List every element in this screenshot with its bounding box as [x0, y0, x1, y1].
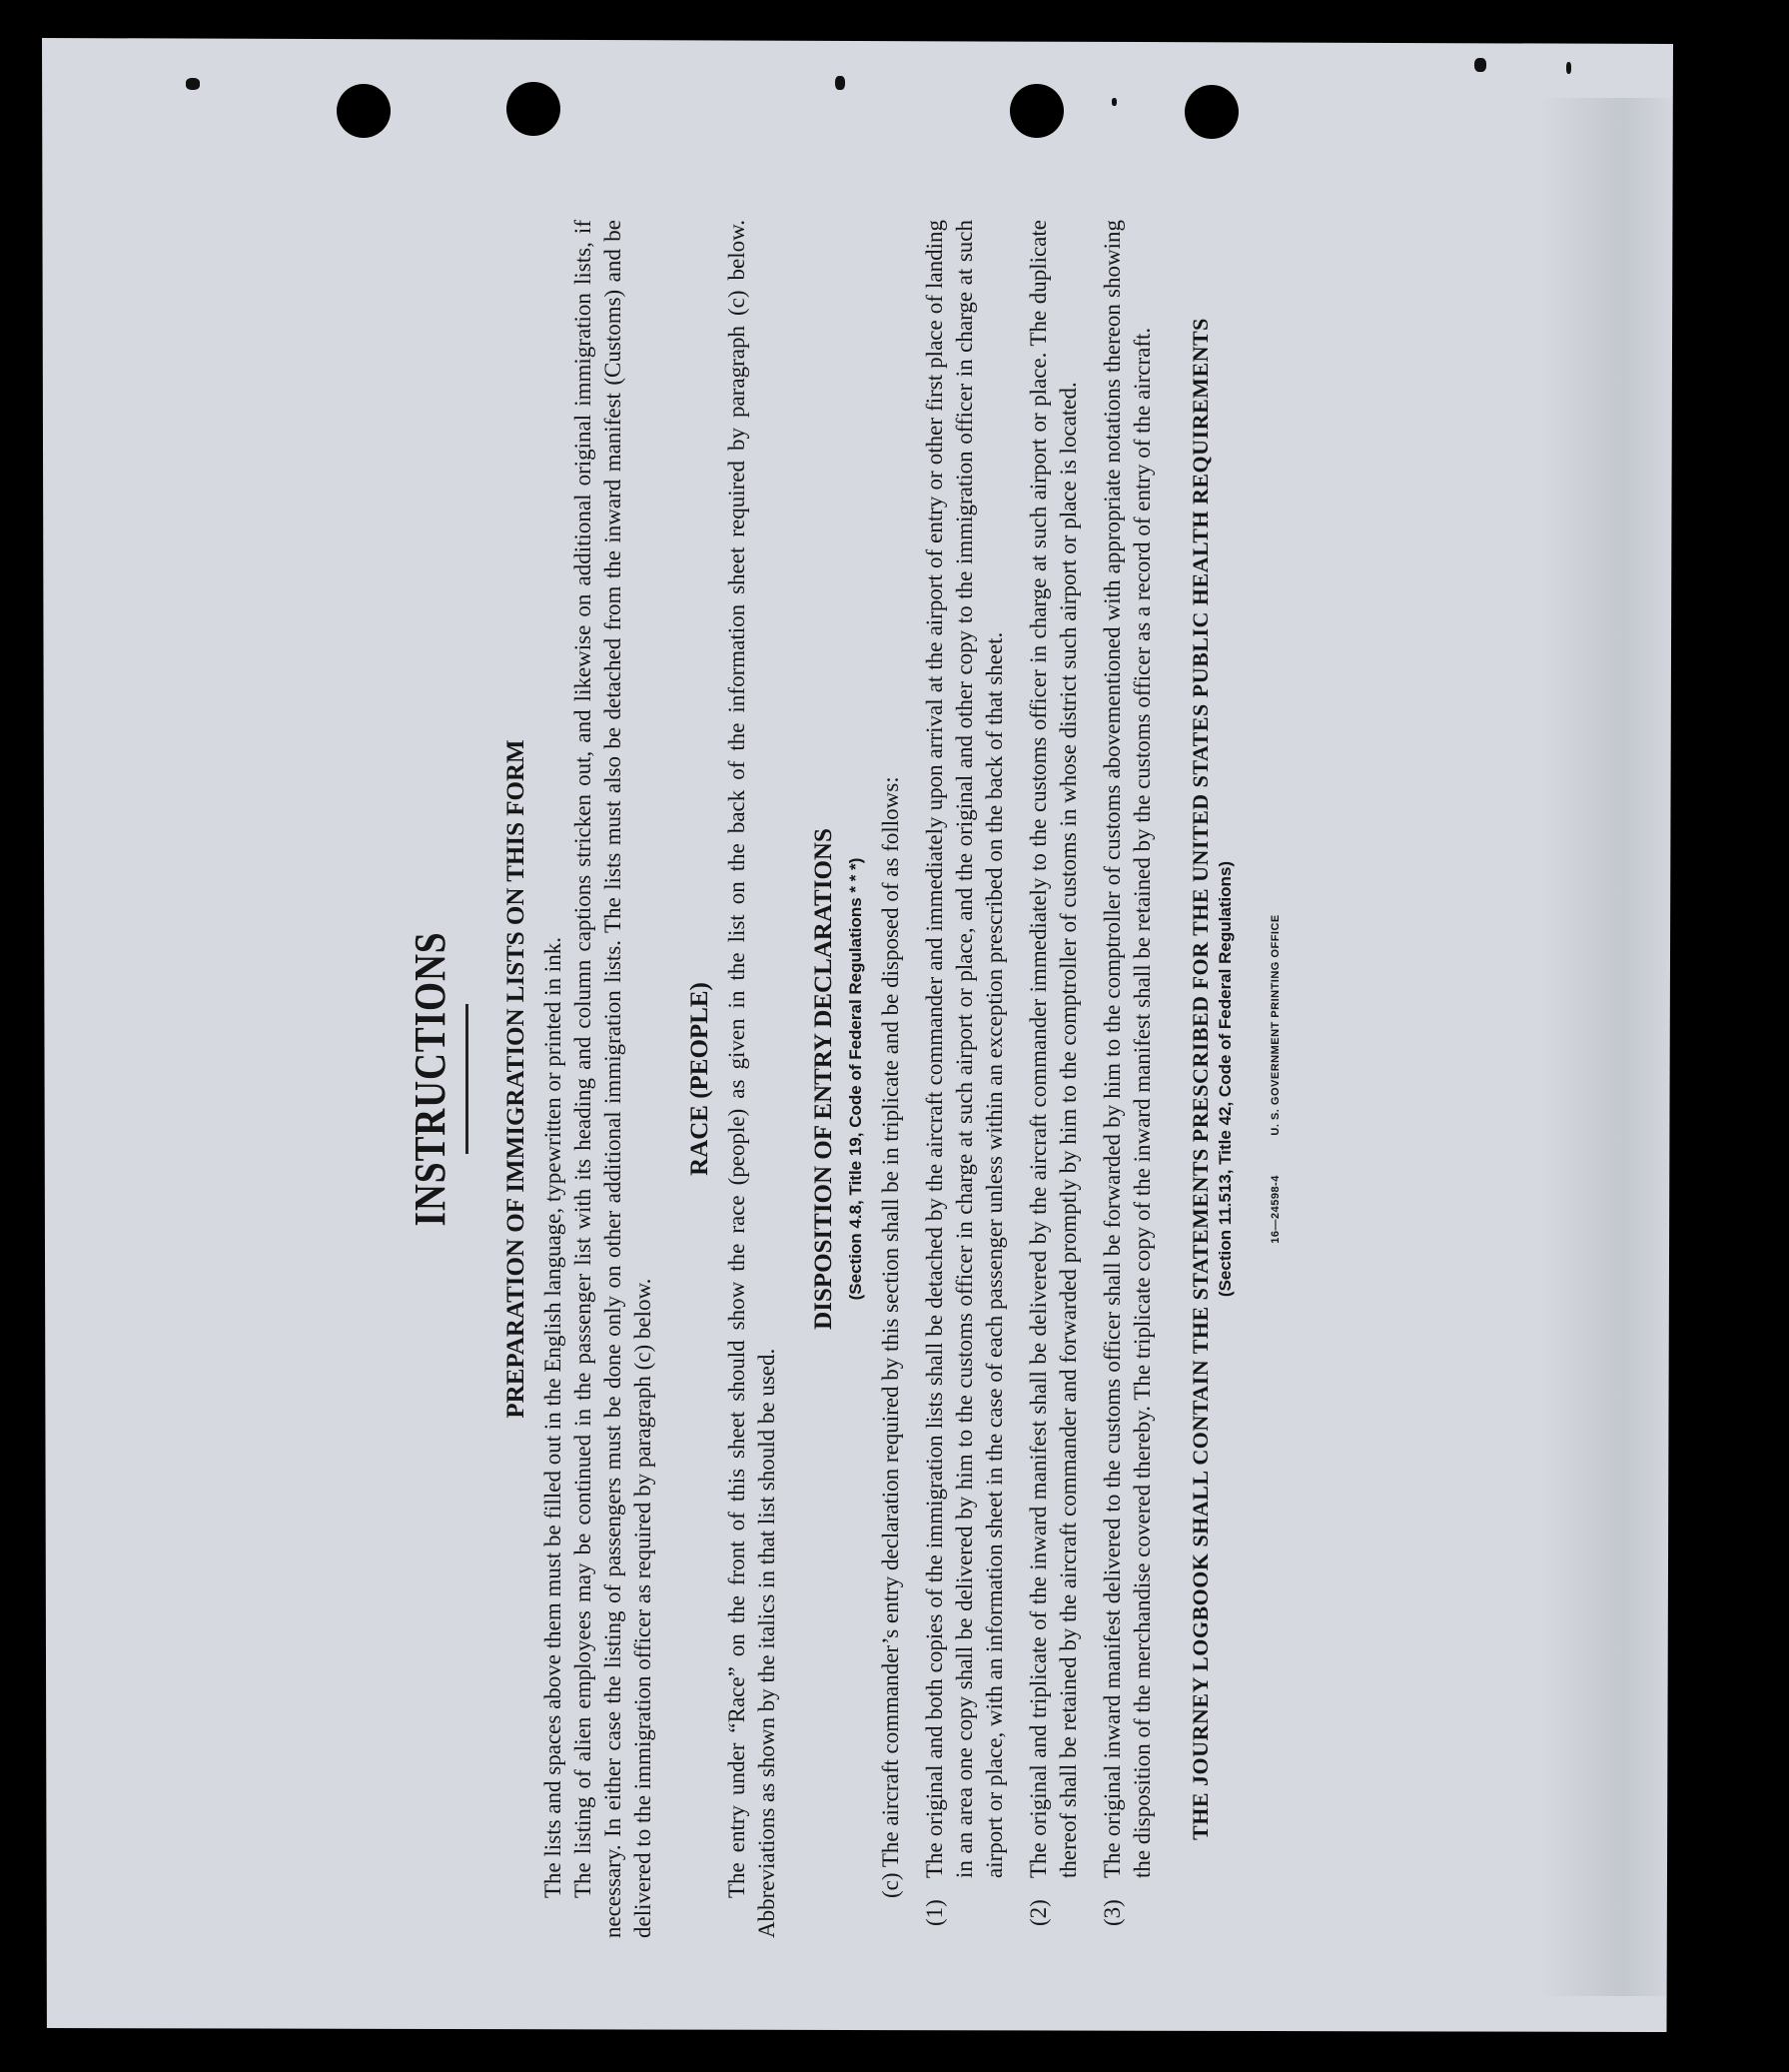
- printer-footer: [1270, 220, 1282, 1938]
- ink-speck: [1112, 98, 1117, 106]
- disposition-heading: DISPOSITION OF ENTRY DECLARATIONS: [810, 828, 837, 1330]
- printer-imprint: U. S. GOVERNMENT PRINTING OFFICE: [1270, 914, 1282, 1136]
- race-heading: RACE (PEOPLE): [686, 982, 713, 1176]
- logbook-statement: THE JOURNEY LOGBOOK SHALL CONTAIN THE STATEMENTS PRESCRIBED FOR THE UNITED STATES PUBLIC HEALTH REQUIREMENTS: [1188, 318, 1213, 1840]
- ink-speck: [1566, 62, 1571, 74]
- form-number: 16—24598-4: [1270, 1175, 1282, 1244]
- item-number: (2): [1026, 1899, 1051, 1926]
- title-rule: [465, 1004, 468, 1154]
- ink-speck: [186, 78, 200, 90]
- disposition-reference: (Section 4.8, Title 19, Code of Federal Regulations * * *): [846, 857, 865, 1301]
- document-body: [405, 220, 1282, 1938]
- ink-speck: [835, 76, 845, 90]
- preparation-paragraph-1: The lists and spaces above them must be filled out in the English language, typewritten or printed in ink.: [540, 937, 565, 1898]
- item-number: (1): [922, 1899, 947, 1926]
- disposition-item: [920, 220, 1010, 1938]
- disposition-item: [1098, 220, 1158, 1938]
- document-title: INSTRUCTIONS: [406, 931, 454, 1227]
- disposition-item: [1024, 220, 1084, 1938]
- item-text: The original and triplicate of the inward manifest shall be delivered by the aircraft commander immediately to the customs officer in charge at such airport or place. The duplicate thereof shall be retained by the aircraft commander and forwarded promptly by him to the comptroller of customs in whose district such airport or place is located.: [1026, 220, 1081, 1878]
- item-text: The original inward manifest delivered to the customs officer shall be forwarded by him to the comptroller of customs abovementioned with appropriate notations thereon showing the disposition of the merchandise covered thereby. The triplicate copy of the inward manifest shall be retained by the customs officer as a record of entry of the aircraft.: [1100, 220, 1155, 1878]
- item-number: (3): [1100, 1899, 1125, 1926]
- logbook-reference: (Section 11.513, Title 42, Code of Federal Regulations): [1216, 860, 1235, 1298]
- race-paragraph: The entry under “Race” on the front of this sheet should show the race (people) as given in the list on the back of the information sheet required by paragraph (c) below. Abbreviations as shown by the italics in that list should be used.: [724, 220, 779, 1938]
- preparation-paragraph-2: The listing of alien employees may be continued in the passenger list with its heading and column captions stricken out, and likewise on additional original immigration lists, if necessary. In either case the listing of passengers must be done only on other additional immigration lists. The lists must also be detached from the inward manifest (Customs) and be delivered to the immigration officer as required by paragraph (c) below.: [570, 220, 655, 1938]
- item-text: The original and both copies of the immigration lists shall be detached by the aircraft commander and immediately upon arrival at the airport of entry or other first place of landing in an area one copy shall be delivered by him to the customs officer in charge at such airport or place, and the original and other copy to the immigration officer in charge at such airport or place, with an information sheet in the case of each passenger unless within an exception prescribed on the back of that sheet.: [922, 220, 1007, 1878]
- disposition-intro: (c) The aircraft commander’s entry declaration required by this section shall be in triplicate and be disposed of as follows:: [878, 776, 903, 1898]
- rotated-document: [175, 110, 1613, 1978]
- ink-speck: [1474, 58, 1486, 72]
- preparation-heading: PREPARATION OF IMMIGRATION LISTS ON THIS FORM: [502, 739, 529, 1419]
